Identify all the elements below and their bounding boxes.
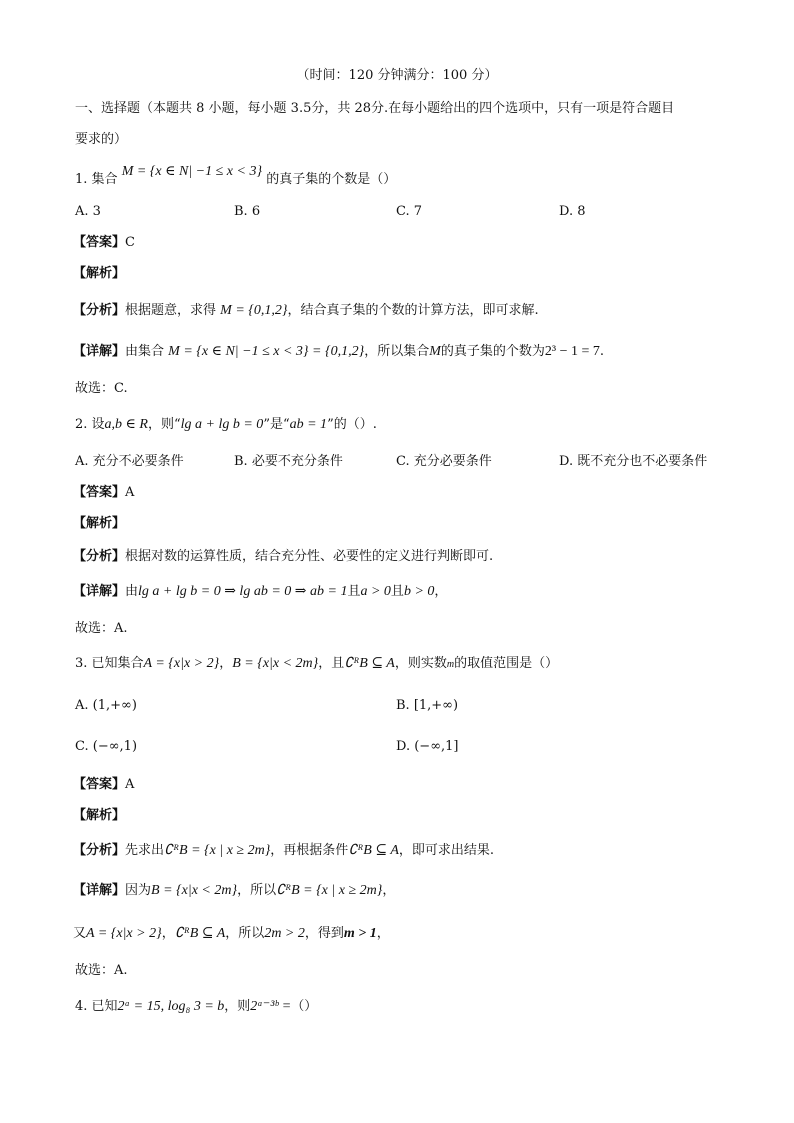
q1-option-b: B. 6 [234,204,261,219]
q2-option-d: D. 既不充分也不必要条件 [559,454,708,469]
q3-l2-b: ， [161,926,175,941]
q3-xj-expr2: ∁ᴿB = {x | x ≥ 2m} [276,883,383,898]
q4-expr2: 2ᵃ⁻³ᵇ = [250,999,292,1014]
fenxi-tag: 【分析】 [73,303,126,318]
answer-tag: 【答案】 [73,777,126,792]
q3-option-c: C. (−∞,1) [75,739,138,754]
q1-fenxi [73,301,539,321]
q1-xiangjie [73,342,604,362]
q2-xj-expr3: b > 0 [403,584,435,599]
q4-expr: 2ᵃ = 15, log₈ 3 = b [117,999,225,1014]
q3-xj-a: 因为 [125,883,152,898]
q1-suffix: 的真子集的个数是（） [266,172,397,187]
q2-xj-b: 且 [347,584,361,599]
q3-l2-expr2: ∁ᴿB ⊆ A [174,926,226,941]
q3-l2-expr: A = {x|x > 2} [86,926,162,941]
section-title-line2: 要求的） [75,132,128,147]
q1-xj-text-a: 由集合 [125,344,165,359]
q3-sep: ， [219,656,233,671]
q3-var: m [446,659,455,670]
q1-xj-text-c: 的真子集的个数为 [440,344,545,359]
q3-l2-c: ，所以 [225,926,265,941]
analysis-tag: 【解析】 [73,808,126,823]
q2-choice: 故选：A. [75,621,128,636]
q1-fenxi-expr: M = {0,1,2} [220,303,288,318]
q2-fenxi-text: 根据对数的运算性质，结合充分性、必要性的定义进行判断即可. [125,549,494,564]
q3-prefix: 3. 已知集合 [75,656,144,671]
question-1 [75,164,397,190]
q3-fenxi-expr: ∁ᴿB = {x | x ≥ 2m} [164,843,271,858]
q3-l2-d: ，得到 [304,926,344,941]
q1-option-d: D. 8 [559,204,586,219]
q1-answer-value: C [125,235,135,250]
q3-analysis-tag [73,806,125,826]
q3-suffix: 的取值范围是（） [454,656,559,671]
q2-answer-value: A [125,485,135,500]
q1-xj-text-d: . [599,344,605,359]
q3-fenxi-c: ，即可求出结果. [398,843,495,858]
section-title-line1: 一、选择题（本题共 8 小题，每小题 3.5分，共 28分.在每小题给出的四个选项中，只有一项是符合题目 [75,101,675,116]
q3-option-a: A. (1,+∞) [75,698,137,713]
q3-l2-a: 又 [73,926,87,941]
analysis-tag: 【解析】 [73,266,126,281]
q2-option-c: C. 充分必要条件 [396,454,492,469]
q2-option-b: B. 必要不充分条件 [234,454,343,469]
q2-xj-expr: lg a + lg b = 0 ⇒ lg ab = 0 ⇒ ab = 1 [138,584,348,599]
q4-prefix: 4. 已知 [75,999,118,1014]
q2-xj-a: 由 [125,584,139,599]
q1-xj-text-b: ，所以集合 [364,344,430,359]
q1-xj-calc: 2³ − 1 = 7 [544,344,600,359]
fenxi-tag: 【分析】 [73,549,126,564]
q1-choice: 故选：C. [75,381,128,396]
question-3 [75,654,558,675]
q3-cond: ∁ᴿB ⊆ A [344,656,395,671]
exam-header: （时间：120 分钟满分：100 分） [296,68,498,83]
q1-option-c: C. 7 [396,204,423,219]
q3-mid2: ，则实数 [394,656,447,671]
q3-l2-e: ， [376,926,390,941]
q3-xj-b: ，所以 [237,883,277,898]
q2-expr3: ab = 1 [289,417,328,432]
q3-setA: A = {x|x > 2} [143,656,220,671]
q3-xiangjie-line2 [73,924,390,944]
q3-answer-value: A [125,777,135,792]
q1-fenxi-text-a: 根据题意，求得 [125,303,217,318]
xiangjie-tag: 【详解】 [73,344,126,359]
q1-fenxi-text-b: ，结合真子集的个数的计算方法，即可求解. [287,303,539,318]
analysis-tag: 【解析】 [73,516,126,531]
q3-l2-expr3: 2m > 2 [264,926,305,941]
q3-xiangjie [73,881,395,901]
q3-setB: B = {x|x < 2m} [232,656,319,671]
q3-fenxi-b: ，再根据条件 [270,843,349,858]
q2-expr1: a,b ∈ R [104,417,148,432]
q3-xj-c: ， [382,883,396,898]
q1-prefix: 1. 集合 [75,172,118,187]
q2-mid1: ，则“ [147,417,181,432]
q1-analysis-tag [73,264,125,284]
q2-xj-c: 且 [390,584,404,599]
q1-answer [73,233,135,253]
answer-tag: 【答案】 [73,485,126,500]
q1-xj-m: M [429,344,441,359]
q2-xiangjie [73,582,447,602]
q2-fenxi [73,547,493,567]
q2-xj-d: ， [434,584,448,599]
q3-fenxi [73,841,494,861]
q4-mid: ，则 [224,999,251,1014]
q2-option-a: A. 充分不必要条件 [75,454,184,469]
q3-option-d: D. (−∞,1] [396,739,459,754]
q2-suffix: ”的（）. [327,417,377,432]
q2-mid2: ”是“ [263,417,290,432]
q3-answer [73,775,134,795]
xiangjie-tag: 【详解】 [73,883,126,898]
question-2 [75,415,377,435]
q3-l2-expr4: m > 1 [343,926,377,941]
answer-tag: 【答案】 [73,235,126,250]
q1-xj-expr: M = {x ∈ N| −1 ≤ x < 3} = {0,1,2} [168,344,365,359]
q1-option-a: A. 3 [75,204,101,219]
q2-answer [73,483,134,503]
q2-analysis-tag [73,514,125,534]
q4-suffix: （） [291,999,318,1014]
question-4 [75,997,317,1017]
q3-fenxi-expr2: ∁ᴿB ⊆ A [348,843,399,858]
fenxi-tag: 【分析】 [73,843,126,858]
q2-expr2: lg a + lg b = 0 [180,417,264,432]
q3-option-b: B. [1,+∞) [396,698,459,713]
q3-xj-expr: B = {x|x < 2m} [151,883,238,898]
xiangjie-tag: 【详解】 [73,584,126,599]
q2-prefix: 2. 设 [75,417,105,432]
q3-mid: ，且 [318,656,345,671]
q1-set-expr: M = {x ∈ N| −1 ≤ x < 3} [121,164,263,179]
q3-choice: 故选：A. [75,963,128,978]
q3-fenxi-a: 先求出 [125,843,165,858]
q2-xj-expr2: a > 0 [360,584,391,599]
